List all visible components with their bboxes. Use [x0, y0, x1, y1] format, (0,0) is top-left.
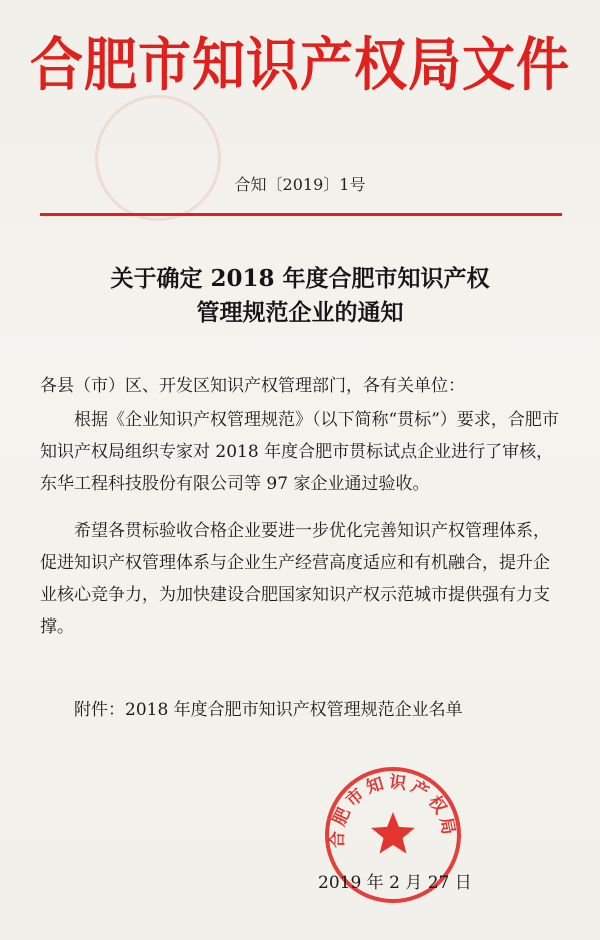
show-through-stamp — [95, 95, 221, 221]
seal-star-icon — [371, 812, 415, 854]
show-through-text — [60, 0, 540, 14]
notice-title — [40, 262, 560, 330]
addressee-line: 各县（市）区、开发区知识产权管理部门，各有关单位： — [40, 376, 465, 396]
document-number: 合知〔2019〕1号 — [234, 175, 366, 194]
attachment-line: 附件：2018 年度合肥市知识产权管理规范企业名单 — [74, 700, 463, 720]
body-paragraph-1: 根据《企业知识产权管理规范》（以下简称“贯标”）要求，合肥市知识产权局组织专家对 2018 年度合肥市贯标试点企业进行了审核，东华工程科技股份有限公司等 97 家企业通过验收。 — [40, 410, 559, 494]
red-divider-line — [40, 213, 562, 216]
notice-title-line-1: 关于确定 2018 年度合肥市知识产权 — [110, 265, 490, 292]
issue-date: 2019 年 2 月 27 日 — [318, 873, 472, 893]
notice-title-line-2: 管理规范企业的通知 — [196, 299, 404, 326]
seal-text: 合肥市知识产权局 — [327, 772, 459, 849]
issuer-title: 合肥市知识产权局文件 — [30, 32, 570, 99]
body-paragraph-2: 希望各贯标验收合格企业要进一步优化完善知识产权管理体系，促进知识产权管理体系与企业生产经营高度适应和有机融合，提升企业核心竞争力，为加快建设合肥国家知识产权示范城市提供强有力支撑。 — [40, 521, 550, 637]
